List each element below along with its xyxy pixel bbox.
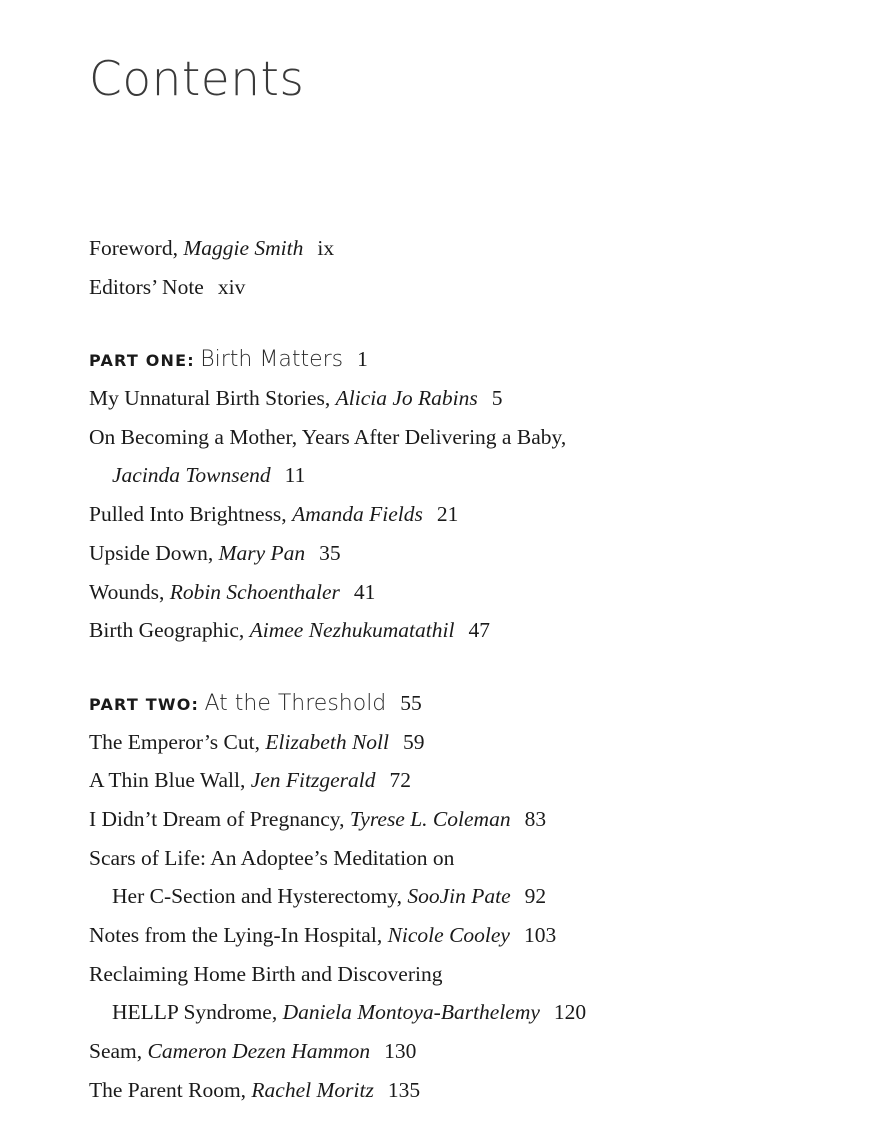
spacer <box>89 306 849 340</box>
entry-title: Pulled Into Brightness, <box>89 502 293 527</box>
entry-author: Jen Fitzgerald <box>250 768 376 793</box>
entry-author: Daniela Montoya-Barthelemy <box>282 1000 540 1025</box>
entry-page: 21 <box>436 502 459 527</box>
entry-page: 130 <box>384 1039 417 1064</box>
entry-page: 41 <box>353 579 376 604</box>
toc-entry <box>89 723 849 762</box>
table-of-contents <box>89 229 849 1109</box>
entry-author: Elizabeth Noll <box>265 729 389 754</box>
entry-title: I Didn’t Dream of Pregnancy, <box>89 806 350 831</box>
toc-entry <box>89 418 849 457</box>
entry-author: Amanda Fields <box>292 502 423 527</box>
toc-entry-continuation <box>89 877 849 916</box>
page-title: Contents <box>89 52 305 107</box>
entry-page: 11 <box>284 463 306 488</box>
entry-title-continued: HELLP Syndrome, <box>112 1000 283 1025</box>
entry-title: The Emperor’s Cut, <box>89 729 266 754</box>
toc-entry-continuation <box>89 456 849 495</box>
entry-author: Maggie Smith <box>183 236 304 260</box>
entry-title: Foreword, <box>89 236 184 260</box>
entry-author: Alicia Jo Rabins <box>335 386 478 411</box>
entry-title: Upside Down, <box>89 540 219 565</box>
entry-author: Nicole Cooley <box>387 923 510 947</box>
toc-entry <box>89 955 849 994</box>
toc-entry <box>89 495 849 534</box>
part-label: PART ONE: <box>89 351 195 371</box>
entry-page: 103 <box>523 923 557 947</box>
part-page: 55 <box>400 690 422 715</box>
spacer <box>89 650 849 684</box>
entry-title: Notes from the Lying-In Hospital, <box>89 923 388 947</box>
toc-entry <box>89 800 849 839</box>
entry-page: 92 <box>524 884 547 909</box>
entry-title: My Unnatural Birth Stories, <box>89 386 336 411</box>
entry-title: A Thin Blue Wall, <box>89 768 251 793</box>
entry-author: Rachel Moritz <box>251 1077 374 1102</box>
entry-page: ix <box>317 236 335 260</box>
toc-entry <box>89 534 849 573</box>
toc-entry <box>89 839 849 878</box>
entry-page: 59 <box>402 729 425 754</box>
part-heading-two <box>89 684 849 723</box>
entry-page: 47 <box>468 618 490 643</box>
entry-title: Reclaiming Home Birth and Discovering <box>89 961 443 986</box>
entry-page: 5 <box>491 386 503 411</box>
toc-entry-foreword <box>89 229 849 268</box>
toc-entry <box>89 573 849 612</box>
entry-title: On Becoming a Mother, Years After Delivering a Baby, <box>89 424 567 449</box>
toc-entry <box>89 916 849 955</box>
toc-entry-continuation <box>89 993 849 1032</box>
toc-entry-editors-note <box>89 268 849 307</box>
entry-title: The Parent Room, <box>89 1077 252 1102</box>
entry-author: Tyrese L. Coleman <box>349 806 511 831</box>
entry-title: Birth Geographic, <box>89 618 250 643</box>
entry-page: 72 <box>389 768 412 793</box>
part-title: Birth Matters <box>200 347 344 373</box>
toc-entry <box>89 1071 849 1110</box>
entry-author: Cameron Dezen Hammon <box>147 1039 371 1064</box>
toc-entry <box>89 379 849 418</box>
entry-author: Jacinda Townsend <box>112 463 271 488</box>
part-page: 1 <box>357 347 368 372</box>
entry-page: 35 <box>319 540 341 565</box>
entry-page: xiv <box>217 274 246 299</box>
entry-title: Editors’ Note <box>89 274 204 299</box>
entry-author: Robin Schoenthaler <box>169 579 340 604</box>
entry-page: 83 <box>524 806 547 831</box>
part-label: PART TWO: <box>89 694 200 714</box>
entry-title: Scars of Life: An Adoptee’s Meditation on <box>89 845 455 870</box>
entry-page: 135 <box>387 1077 421 1102</box>
toc-entry <box>89 611 849 650</box>
entry-author: Aimee Nezhukumatathil <box>249 618 455 643</box>
part-title: At the Threshold <box>204 690 387 716</box>
entry-page: 120 <box>553 1000 587 1025</box>
entry-title: Seam, <box>89 1039 148 1064</box>
entry-title-continued: Her C-Section and Hysterectomy, <box>112 884 408 909</box>
entry-author: SooJin Pate <box>407 884 511 909</box>
entry-author: Mary Pan <box>218 540 306 565</box>
part-heading-one <box>89 340 849 379</box>
toc-entry <box>89 761 849 800</box>
toc-entry <box>89 1032 849 1071</box>
entry-title: Wounds, <box>89 579 170 604</box>
